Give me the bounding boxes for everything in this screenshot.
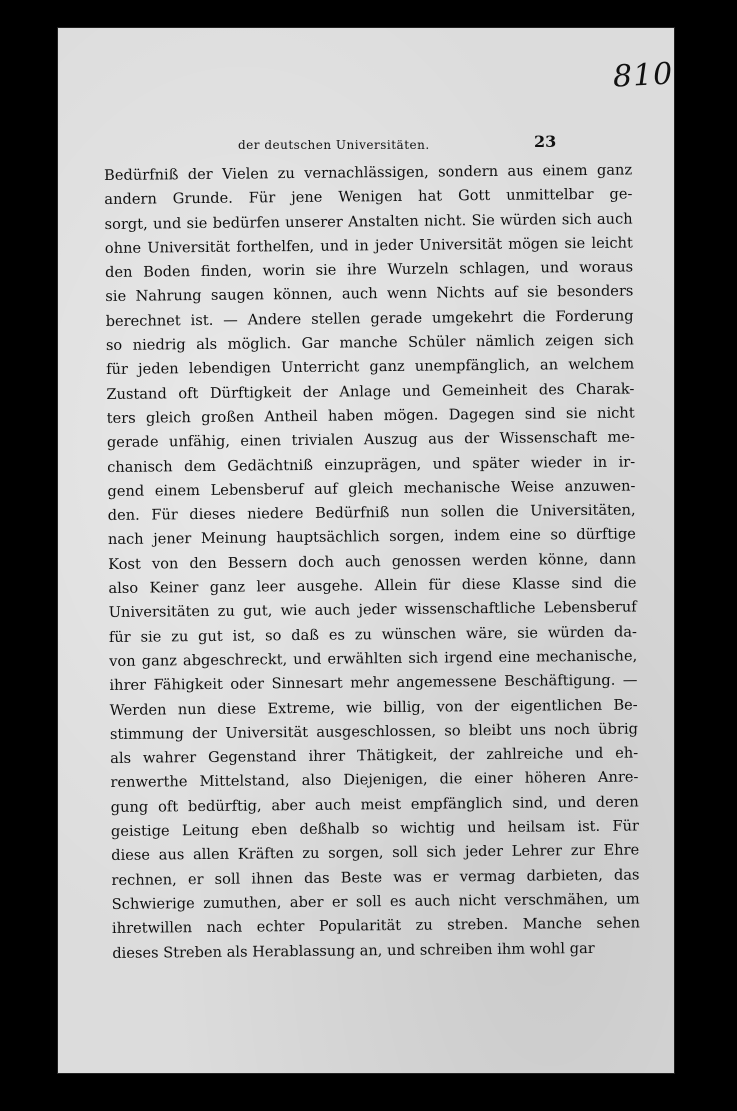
- text-line: renwerthe Mittelstand, also Diejenigen, die einer höheren Anre-: [110, 768, 639, 792]
- text-line: gerade unfähig, einen trivialen Auszug aus der Wissenschaft me-: [106, 428, 635, 452]
- text-line: als wahrer Gegenstand ihrer Thätigkeit, der zahlreiche und eh-: [110, 744, 639, 768]
- text-line: den Boden finden, worin sie ihre Wurzeln schlagen, und woraus: [105, 258, 634, 282]
- text-line: stimmung der Universität ausgeschlossen, so bleibt uns noch übrig: [109, 720, 639, 743]
- text-line: den. Für dieses niedere Bedürfniß nun sollen die Universitäten,: [107, 501, 636, 525]
- text-line: so niedrig als möglich. Gar manche Schüler nämlich zeigen sich: [105, 331, 634, 355]
- text-line: Universitäten zu gut, wie auch jeder wissenschaftliche Lebensberuf: [108, 598, 637, 622]
- text-line: geistige Leitung eben deßhalb so wichtig und heilsam ist. Für: [110, 817, 640, 840]
- handwritten-folio-number: 810: [612, 56, 675, 95]
- text-line: Kost von den Bessern doch auch genossen werden könne, dann: [108, 550, 637, 573]
- text-line: chanisch dem Gedächtniß einzuprägen, und später wieder in ir-: [107, 453, 636, 476]
- running-head: der deutschen Universitäten.: [238, 138, 430, 152]
- body-text: [104, 158, 640, 965]
- text-line: ihrer Fähigkeit oder Sinnesart mehr angemessene Beschäftigung. —: [109, 671, 638, 695]
- text-line: Werden nun diese Extreme, wie billig, von der eigentlichen Be-: [109, 695, 638, 719]
- text-line: diese aus allen Kräften zu sorgen, soll sich jeder Lehrer zur Ehre: [111, 841, 640, 865]
- text-line: berechnet ist. — Andere stellen gerade umgekehrt die Forderung: [105, 307, 634, 330]
- text-line: ohne Universität forthelfen, und in jeder Universität mögen sie leicht: [104, 234, 633, 257]
- text-line: sorgt, und sie bedürfen unserer Anstalten nicht. Sie würden sich auch: [104, 210, 633, 233]
- text-line: also Keiner ganz leer ausgehe. Allein für diese Klasse sind die: [108, 574, 637, 598]
- text-line: von ganz abgeschreckt, und erwählten sich irgend eine mechanische,: [109, 647, 638, 670]
- text-line: sie Nahrung saugen können, auch wenn Nichts auf sie besonders: [105, 282, 634, 306]
- text-line: dieses Streben als Herablassung an, und schreiben ihm wohl gar: [112, 939, 595, 962]
- text-line: ters gleich großen Antheil haben mögen. Dagegen sind sie nicht: [106, 404, 635, 427]
- text-line: gend einem Lebensberuf auf gleich mechanische Weise anzuwen-: [107, 477, 636, 500]
- book-page: [58, 28, 674, 1073]
- text-line: Schwierige zumuthen, aber er soll es auch nicht verschmähen, um: [111, 890, 640, 913]
- text-line: Zustand oft Dürftigkeit der Anlage und Gemeinheit des Charak-: [106, 380, 635, 403]
- text-line: andern Grunde. Für jene Wenigen hat Gott unmittelbar ge-: [104, 185, 633, 209]
- text-line: für jeden lebendigen Unterricht ganz unempfänglich, an welchem: [106, 355, 635, 379]
- text-line: gung oft bedürftig, aber auch meist empfänglich sind, und deren: [110, 793, 639, 816]
- text-line: Bedürfniß der Vielen zu vernachlässigen, sondern aus einem ganz: [104, 161, 633, 184]
- text-line: nach jener Meinung hauptsächlich sorgen, indem eine so dürftige: [107, 525, 636, 549]
- text-line: rechnen, er soll ihnen das Beste was er vermag darbieten, das: [111, 866, 640, 889]
- text-line: ihretwillen nach echter Popularität zu streben. Manche sehen: [111, 914, 641, 938]
- page-number: 23: [534, 132, 557, 151]
- text-line: für sie zu gut ist, so daß es zu wünschen wäre, sie würden da-: [108, 623, 638, 646]
